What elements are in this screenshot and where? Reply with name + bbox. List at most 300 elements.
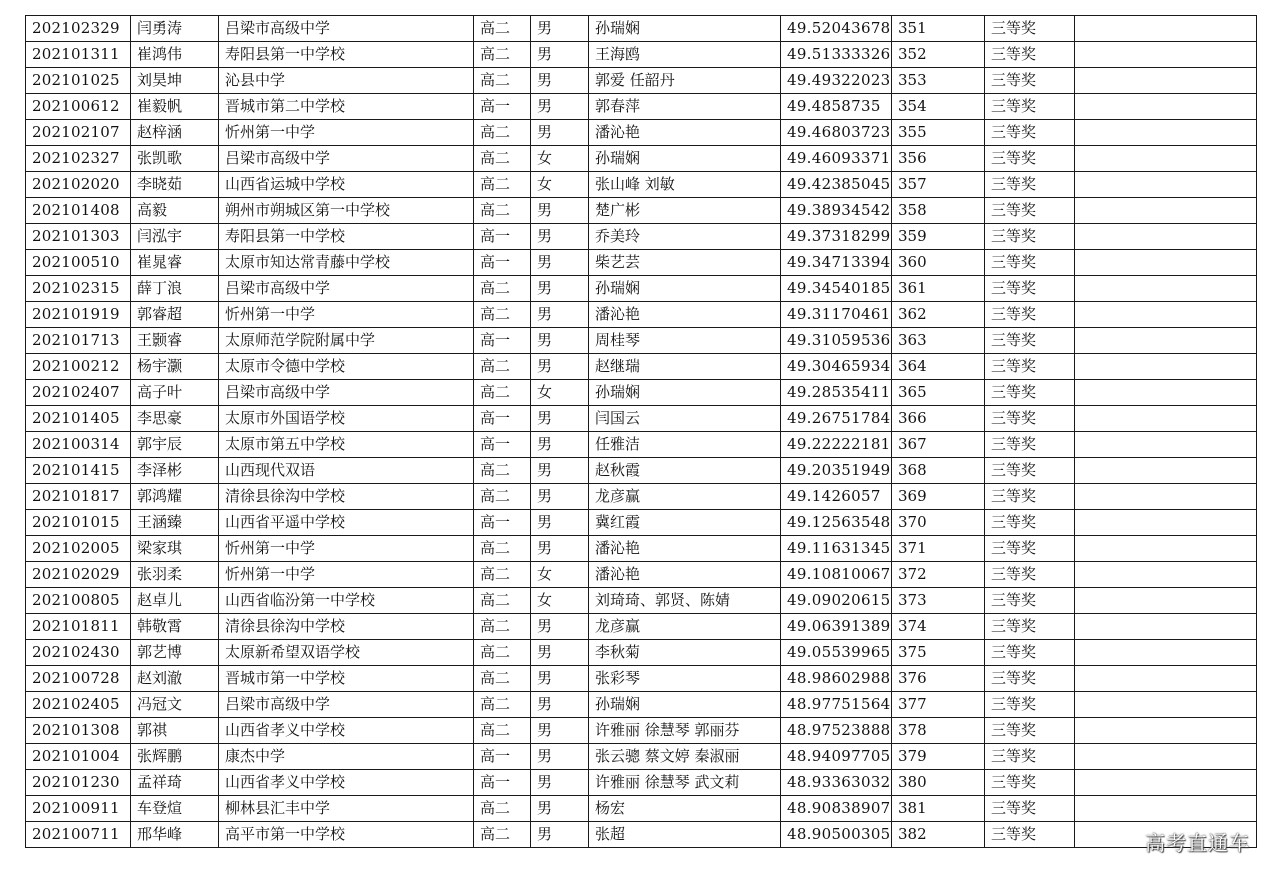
cell-student-name: 刘昊坤 xyxy=(131,68,219,94)
cell-note xyxy=(1075,94,1257,120)
cell-student-name: 高子叶 xyxy=(131,380,219,406)
cell-teacher: 孙瑞娴 xyxy=(589,276,781,302)
cell-school: 山西省临汾第一中学校 xyxy=(219,588,474,614)
cell-grade: 高一 xyxy=(474,328,531,354)
cell-student-id: 202100212 xyxy=(26,354,131,380)
cell-gender: 男 xyxy=(531,744,589,770)
cell-student-name: 赵卓儿 xyxy=(131,588,219,614)
cell-school: 吕梁市高级中学 xyxy=(219,276,474,302)
cell-teacher: 刘琦琦、郭贤、陈婧 xyxy=(589,588,781,614)
cell-school: 山西省孝义中学校 xyxy=(219,718,474,744)
cell-school: 太原新希望双语学校 xyxy=(219,640,474,666)
cell-grade: 高二 xyxy=(474,146,531,172)
cell-student-name: 郭艺博 xyxy=(131,640,219,666)
cell-award: 三等奖 xyxy=(985,692,1075,718)
table-row xyxy=(26,250,1257,276)
cell-score: 49.10810067 xyxy=(781,562,892,588)
cell-student-id: 202101230 xyxy=(26,770,131,796)
cell-school: 康杰中学 xyxy=(219,744,474,770)
cell-teacher: 孙瑞娴 xyxy=(589,692,781,718)
cell-gender: 女 xyxy=(531,588,589,614)
cell-gender: 男 xyxy=(531,718,589,744)
cell-school: 忻州第一中学 xyxy=(219,120,474,146)
cell-gender: 女 xyxy=(531,146,589,172)
cell-student-name: 邢华峰 xyxy=(131,822,219,848)
cell-rank: 379 xyxy=(892,744,985,770)
table-row xyxy=(26,172,1257,198)
cell-gender: 男 xyxy=(531,354,589,380)
cell-rank: 353 xyxy=(892,68,985,94)
cell-score: 49.11631345 xyxy=(781,536,892,562)
cell-student-id: 202101405 xyxy=(26,406,131,432)
table-row xyxy=(26,640,1257,666)
cell-gender: 男 xyxy=(531,822,589,848)
cell-teacher: 孙瑞娴 xyxy=(589,16,781,42)
cell-grade: 高一 xyxy=(474,94,531,120)
cell-gender: 男 xyxy=(531,276,589,302)
cell-rank: 355 xyxy=(892,120,985,146)
cell-score: 49.12563548 xyxy=(781,510,892,536)
cell-gender: 男 xyxy=(531,250,589,276)
cell-note xyxy=(1075,172,1257,198)
cell-award: 三等奖 xyxy=(985,562,1075,588)
cell-teacher: 郭春萍 xyxy=(589,94,781,120)
cell-school: 太原师范学院附属中学 xyxy=(219,328,474,354)
cell-award: 三等奖 xyxy=(985,406,1075,432)
cell-note xyxy=(1075,588,1257,614)
cell-student-name: 杨宇灏 xyxy=(131,354,219,380)
cell-teacher: 赵秋霞 xyxy=(589,458,781,484)
cell-teacher: 孙瑞娴 xyxy=(589,146,781,172)
cell-gender: 男 xyxy=(531,198,589,224)
cell-school: 太原市外国语学校 xyxy=(219,406,474,432)
cell-rank: 371 xyxy=(892,536,985,562)
cell-student-name: 郭宇辰 xyxy=(131,432,219,458)
cell-school: 晋城市第一中学校 xyxy=(219,666,474,692)
cell-grade: 高一 xyxy=(474,432,531,458)
cell-student-id: 202101025 xyxy=(26,68,131,94)
cell-student-name: 张辉鹏 xyxy=(131,744,219,770)
cell-award: 三等奖 xyxy=(985,250,1075,276)
cell-rank: 373 xyxy=(892,588,985,614)
table-row xyxy=(26,354,1257,380)
cell-gender: 男 xyxy=(531,328,589,354)
cell-note xyxy=(1075,458,1257,484)
cell-rank: 363 xyxy=(892,328,985,354)
cell-score: 49.26751784 xyxy=(781,406,892,432)
cell-student-name: 韩敬霄 xyxy=(131,614,219,640)
cell-score: 49.34540185 xyxy=(781,276,892,302)
cell-grade: 高二 xyxy=(474,588,531,614)
cell-gender: 男 xyxy=(531,666,589,692)
cell-grade: 高二 xyxy=(474,718,531,744)
cell-note xyxy=(1075,328,1257,354)
cell-rank: 362 xyxy=(892,302,985,328)
cell-student-id: 202102329 xyxy=(26,16,131,42)
cell-student-name: 薛丁浪 xyxy=(131,276,219,302)
cell-award: 三等奖 xyxy=(985,536,1075,562)
cell-grade: 高一 xyxy=(474,406,531,432)
cell-student-id: 202100510 xyxy=(26,250,131,276)
table-row xyxy=(26,16,1257,42)
table-row xyxy=(26,146,1257,172)
cell-school: 晋城市第二中学校 xyxy=(219,94,474,120)
cell-school: 吕梁市高级中学 xyxy=(219,16,474,42)
cell-teacher: 柴艺芸 xyxy=(589,250,781,276)
cell-grade: 高二 xyxy=(474,120,531,146)
cell-student-id: 202101713 xyxy=(26,328,131,354)
cell-student-id: 202102005 xyxy=(26,536,131,562)
cell-student-id: 202101015 xyxy=(26,510,131,536)
cell-note xyxy=(1075,16,1257,42)
cell-rank: 380 xyxy=(892,770,985,796)
table-row xyxy=(26,94,1257,120)
table-row xyxy=(26,666,1257,692)
cell-award: 三等奖 xyxy=(985,484,1075,510)
cell-gender: 男 xyxy=(531,224,589,250)
cell-gender: 男 xyxy=(531,614,589,640)
cell-student-name: 崔晁睿 xyxy=(131,250,219,276)
cell-score: 48.97751564 xyxy=(781,692,892,718)
table-row xyxy=(26,744,1257,770)
cell-grade: 高二 xyxy=(474,302,531,328)
cell-school: 高平市第一中学校 xyxy=(219,822,474,848)
cell-award: 三等奖 xyxy=(985,146,1075,172)
cell-rank: 376 xyxy=(892,666,985,692)
cell-score: 48.94097705 xyxy=(781,744,892,770)
cell-award: 三等奖 xyxy=(985,198,1075,224)
cell-rank: 369 xyxy=(892,484,985,510)
cell-grade: 高一 xyxy=(474,744,531,770)
cell-gender: 男 xyxy=(531,16,589,42)
cell-teacher: 龙彦赢 xyxy=(589,484,781,510)
cell-teacher: 赵继瑞 xyxy=(589,354,781,380)
cell-award: 三等奖 xyxy=(985,328,1075,354)
cell-student-id: 202100911 xyxy=(26,796,131,822)
cell-student-id: 202100728 xyxy=(26,666,131,692)
cell-gender: 女 xyxy=(531,172,589,198)
cell-grade: 高一 xyxy=(474,224,531,250)
cell-score: 49.05539965 xyxy=(781,640,892,666)
cell-school: 太原市知达常青藤中学校 xyxy=(219,250,474,276)
table-row xyxy=(26,380,1257,406)
cell-teacher: 张云骢 蔡文婷 秦淑丽 xyxy=(589,744,781,770)
cell-student-id: 202101919 xyxy=(26,302,131,328)
cell-teacher: 冀红霞 xyxy=(589,510,781,536)
cell-student-id: 202102029 xyxy=(26,562,131,588)
cell-award: 三等奖 xyxy=(985,120,1075,146)
cell-gender: 男 xyxy=(531,94,589,120)
cell-grade: 高二 xyxy=(474,16,531,42)
cell-student-name: 赵刘澈 xyxy=(131,666,219,692)
table-row xyxy=(26,510,1257,536)
cell-note xyxy=(1075,562,1257,588)
cell-grade: 高二 xyxy=(474,822,531,848)
cell-score: 49.22222181 xyxy=(781,432,892,458)
cell-award: 三等奖 xyxy=(985,770,1075,796)
cell-note xyxy=(1075,302,1257,328)
table-row xyxy=(26,68,1257,94)
cell-student-id: 202102430 xyxy=(26,640,131,666)
table-row xyxy=(26,796,1257,822)
cell-rank: 378 xyxy=(892,718,985,744)
results-table xyxy=(25,15,1257,848)
cell-student-name: 梁家琪 xyxy=(131,536,219,562)
cell-student-id: 202102107 xyxy=(26,120,131,146)
cell-score: 49.06391389 xyxy=(781,614,892,640)
cell-school: 吕梁市高级中学 xyxy=(219,380,474,406)
cell-award: 三等奖 xyxy=(985,354,1075,380)
cell-student-id: 202100612 xyxy=(26,94,131,120)
cell-grade: 高二 xyxy=(474,198,531,224)
cell-score: 48.97523888 xyxy=(781,718,892,744)
cell-gender: 男 xyxy=(531,120,589,146)
cell-student-name: 王涵臻 xyxy=(131,510,219,536)
cell-school: 寿阳县第一中学校 xyxy=(219,42,474,68)
cell-gender: 女 xyxy=(531,380,589,406)
cell-award: 三等奖 xyxy=(985,302,1075,328)
cell-note xyxy=(1075,250,1257,276)
cell-teacher: 郭爱 任韶丹 xyxy=(589,68,781,94)
cell-award: 三等奖 xyxy=(985,718,1075,744)
cell-award: 三等奖 xyxy=(985,94,1075,120)
cell-rank: 377 xyxy=(892,692,985,718)
cell-score: 49.31059536 xyxy=(781,328,892,354)
cell-grade: 高二 xyxy=(474,276,531,302)
cell-school: 吕梁市高级中学 xyxy=(219,146,474,172)
cell-school: 忻州第一中学 xyxy=(219,302,474,328)
cell-student-name: 郭祺 xyxy=(131,718,219,744)
cell-award: 三等奖 xyxy=(985,172,1075,198)
cell-teacher: 周桂琴 xyxy=(589,328,781,354)
cell-student-name: 李晓茹 xyxy=(131,172,219,198)
cell-teacher: 楚广彬 xyxy=(589,198,781,224)
cell-teacher: 张彩琴 xyxy=(589,666,781,692)
cell-note xyxy=(1075,718,1257,744)
cell-teacher: 孙瑞娴 xyxy=(589,380,781,406)
table-body xyxy=(26,16,1257,848)
cell-gender: 男 xyxy=(531,406,589,432)
cell-gender: 男 xyxy=(531,510,589,536)
table-row xyxy=(26,588,1257,614)
cell-note xyxy=(1075,68,1257,94)
cell-school: 柳林县汇丰中学 xyxy=(219,796,474,822)
cell-school: 清徐县徐沟中学校 xyxy=(219,484,474,510)
cell-school: 沁县中学 xyxy=(219,68,474,94)
cell-note xyxy=(1075,198,1257,224)
cell-student-id: 202100711 xyxy=(26,822,131,848)
cell-note xyxy=(1075,692,1257,718)
cell-teacher: 王海鸥 xyxy=(589,42,781,68)
cell-score: 49.51333326 xyxy=(781,42,892,68)
cell-student-name: 高毅 xyxy=(131,198,219,224)
table-row xyxy=(26,562,1257,588)
cell-student-id: 202102020 xyxy=(26,172,131,198)
cell-teacher: 潘沁艳 xyxy=(589,536,781,562)
cell-award: 三等奖 xyxy=(985,380,1075,406)
table-row xyxy=(26,432,1257,458)
cell-gender: 男 xyxy=(531,536,589,562)
cell-student-name: 崔鸿伟 xyxy=(131,42,219,68)
cell-gender: 男 xyxy=(531,458,589,484)
cell-teacher: 龙彦赢 xyxy=(589,614,781,640)
cell-gender: 男 xyxy=(531,302,589,328)
cell-rank: 368 xyxy=(892,458,985,484)
cell-award: 三等奖 xyxy=(985,822,1075,848)
cell-student-id: 202101311 xyxy=(26,42,131,68)
cell-student-name: 张凯歌 xyxy=(131,146,219,172)
table-row xyxy=(26,770,1257,796)
cell-school: 忻州第一中学 xyxy=(219,562,474,588)
cell-rank: 365 xyxy=(892,380,985,406)
cell-rank: 360 xyxy=(892,250,985,276)
cell-school: 清徐县徐沟中学校 xyxy=(219,614,474,640)
cell-teacher: 许雅丽 徐慧琴 郭丽芬 xyxy=(589,718,781,744)
cell-score: 48.90500305 xyxy=(781,822,892,848)
cell-award: 三等奖 xyxy=(985,68,1075,94)
cell-rank: 367 xyxy=(892,432,985,458)
cell-gender: 男 xyxy=(531,692,589,718)
cell-school: 朔州市朔城区第一中学校 xyxy=(219,198,474,224)
table-row xyxy=(26,120,1257,146)
table-row xyxy=(26,224,1257,250)
cell-rank: 370 xyxy=(892,510,985,536)
cell-score: 49.28535411 xyxy=(781,380,892,406)
cell-student-name: 王颢睿 xyxy=(131,328,219,354)
cell-teacher: 乔美玲 xyxy=(589,224,781,250)
table-row xyxy=(26,458,1257,484)
table-row xyxy=(26,198,1257,224)
cell-grade: 高二 xyxy=(474,692,531,718)
cell-score: 49.34713394 xyxy=(781,250,892,276)
cell-student-name: 张羽柔 xyxy=(131,562,219,588)
cell-award: 三等奖 xyxy=(985,432,1075,458)
cell-note xyxy=(1075,666,1257,692)
cell-note xyxy=(1075,484,1257,510)
cell-score: 49.42385045 xyxy=(781,172,892,198)
cell-school: 太原市第五中学校 xyxy=(219,432,474,458)
cell-grade: 高二 xyxy=(474,68,531,94)
cell-note xyxy=(1075,796,1257,822)
cell-note xyxy=(1075,640,1257,666)
cell-grade: 高二 xyxy=(474,458,531,484)
cell-grade: 高二 xyxy=(474,484,531,510)
cell-note xyxy=(1075,224,1257,250)
cell-teacher: 潘沁艳 xyxy=(589,302,781,328)
cell-award: 三等奖 xyxy=(985,224,1075,250)
cell-award: 三等奖 xyxy=(985,510,1075,536)
cell-student-name: 车登煊 xyxy=(131,796,219,822)
cell-award: 三等奖 xyxy=(985,276,1075,302)
cell-score: 49.1426057 xyxy=(781,484,892,510)
table-row xyxy=(26,536,1257,562)
cell-student-id: 202101004 xyxy=(26,744,131,770)
cell-gender: 男 xyxy=(531,640,589,666)
cell-note xyxy=(1075,146,1257,172)
cell-student-name: 闫勇涛 xyxy=(131,16,219,42)
cell-note xyxy=(1075,276,1257,302)
cell-student-name: 孟祥琦 xyxy=(131,770,219,796)
cell-score: 49.46093371 xyxy=(781,146,892,172)
cell-school: 太原市令德中学校 xyxy=(219,354,474,380)
cell-teacher: 潘沁艳 xyxy=(589,562,781,588)
table-row xyxy=(26,718,1257,744)
cell-award: 三等奖 xyxy=(985,614,1075,640)
cell-rank: 366 xyxy=(892,406,985,432)
cell-student-name: 崔毅帆 xyxy=(131,94,219,120)
cell-grade: 高二 xyxy=(474,172,531,198)
cell-score: 49.38934542 xyxy=(781,198,892,224)
cell-award: 三等奖 xyxy=(985,666,1075,692)
cell-note xyxy=(1075,770,1257,796)
cell-teacher: 许雅丽 徐慧琴 武文莉 xyxy=(589,770,781,796)
cell-grade: 高一 xyxy=(474,770,531,796)
table-row xyxy=(26,276,1257,302)
cell-student-id: 202101408 xyxy=(26,198,131,224)
cell-gender: 男 xyxy=(531,770,589,796)
cell-student-name: 闫泓宇 xyxy=(131,224,219,250)
cell-rank: 354 xyxy=(892,94,985,120)
cell-award: 三等奖 xyxy=(985,796,1075,822)
cell-score: 49.37318299 xyxy=(781,224,892,250)
cell-score: 49.49322023 xyxy=(781,68,892,94)
cell-student-name: 李思豪 xyxy=(131,406,219,432)
cell-rank: 375 xyxy=(892,640,985,666)
cell-grade: 高二 xyxy=(474,562,531,588)
cell-score: 48.93363032 xyxy=(781,770,892,796)
cell-teacher: 张超 xyxy=(589,822,781,848)
cell-grade: 高二 xyxy=(474,666,531,692)
cell-rank: 372 xyxy=(892,562,985,588)
cell-teacher: 张山峰 刘敏 xyxy=(589,172,781,198)
cell-school: 山西现代双语 xyxy=(219,458,474,484)
cell-award: 三等奖 xyxy=(985,16,1075,42)
cell-gender: 女 xyxy=(531,562,589,588)
cell-student-id: 202100314 xyxy=(26,432,131,458)
cell-rank: 364 xyxy=(892,354,985,380)
cell-note xyxy=(1075,42,1257,68)
table-row xyxy=(26,42,1257,68)
cell-award: 三等奖 xyxy=(985,42,1075,68)
cell-student-id: 202102405 xyxy=(26,692,131,718)
cell-student-id: 202100805 xyxy=(26,588,131,614)
cell-grade: 高二 xyxy=(474,796,531,822)
cell-teacher: 任雅洁 xyxy=(589,432,781,458)
cell-note xyxy=(1075,380,1257,406)
table-row xyxy=(26,328,1257,354)
table-row xyxy=(26,692,1257,718)
cell-student-id: 202101415 xyxy=(26,458,131,484)
cell-grade: 高二 xyxy=(474,380,531,406)
cell-student-id: 202102327 xyxy=(26,146,131,172)
cell-note xyxy=(1075,120,1257,146)
cell-score: 49.46803723 xyxy=(781,120,892,146)
table-row xyxy=(26,406,1257,432)
table-row xyxy=(26,614,1257,640)
cell-rank: 352 xyxy=(892,42,985,68)
cell-teacher: 闫国云 xyxy=(589,406,781,432)
cell-rank: 357 xyxy=(892,172,985,198)
cell-school: 山西省平遥中学校 xyxy=(219,510,474,536)
cell-teacher: 杨宏 xyxy=(589,796,781,822)
cell-note xyxy=(1075,614,1257,640)
cell-school: 忻州第一中学 xyxy=(219,536,474,562)
cell-gender: 男 xyxy=(531,432,589,458)
table-row xyxy=(26,484,1257,510)
cell-rank: 356 xyxy=(892,146,985,172)
cell-rank: 359 xyxy=(892,224,985,250)
cell-rank: 351 xyxy=(892,16,985,42)
